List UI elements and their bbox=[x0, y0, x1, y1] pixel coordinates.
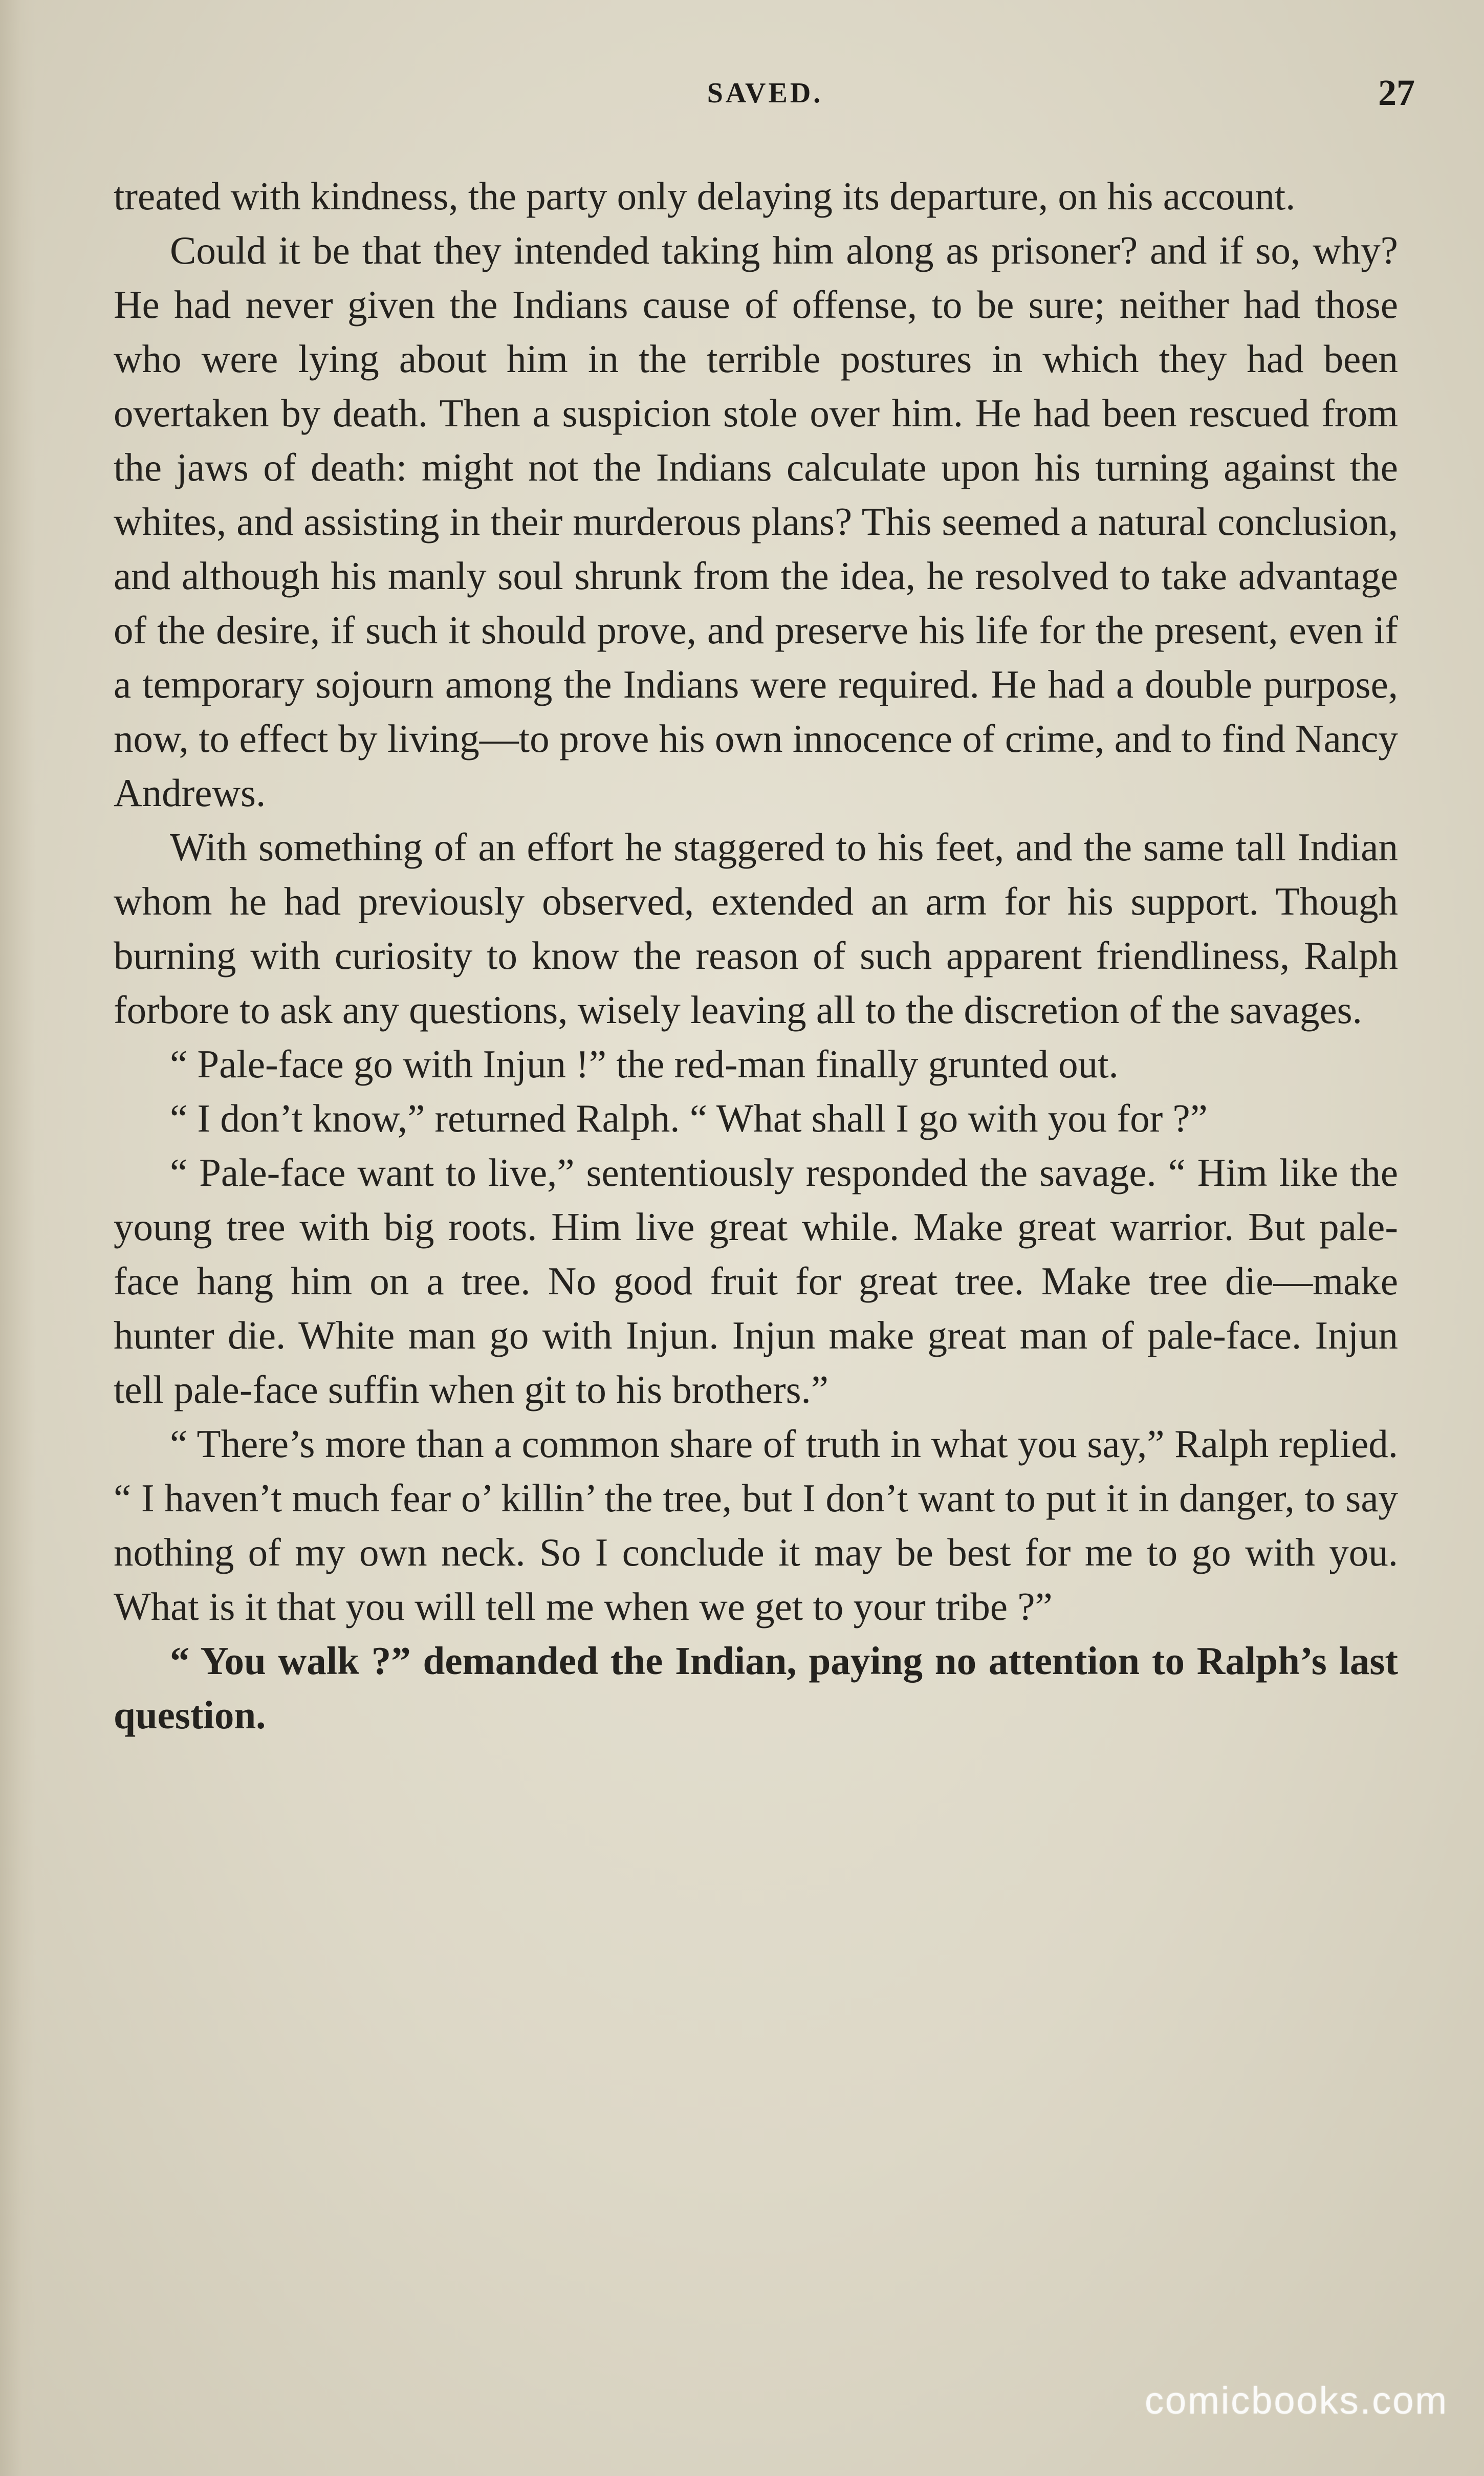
paragraph-7: “ There’s more than a common share of truth in what you say,” Ralph replied. “ I haven’t much fear o’ killin’ the tree, but I don’t want to put it in danger, to say nothing of my own neck. So I conclude it may be best for me to go with you. What is it that you will tell me when we get to your tribe ?” bbox=[114, 1422, 1398, 1628]
paragraph-6: “ Pale-face want to live,” sententiously responded the savage. “ Him like the young tree with big roots. Him live great while. Make great warrior. But pale-face hang him on a tree. No good fruit for great tree. Make tree die—make hunter die. White man go with Injun. Injun make great man of pale-face. Injun tell pale-face suffin when git to his brothers.” bbox=[114, 1150, 1398, 1411]
paragraph-8: “ You walk ?” demanded the Indian, paying no attention to Ralph’s last question. bbox=[114, 1639, 1398, 1737]
paragraph-1: treated with kindness, the party only delaying its departure, on his account. bbox=[114, 174, 1296, 218]
page-body bbox=[114, 169, 1398, 1742]
paragraph-4: “ Pale-face go with Injun !” the red-man finally grunted out. bbox=[170, 1042, 1119, 1086]
paragraph-3: With something of an effort he staggered to his feet, and the same tall Indian whom he had previously observed, extended an arm for his support. Though burning with curiosity to know the reason of such apparent friendliness, Ralph forbore to ask any questions, wisely leaving all to the discretion of the savages. bbox=[114, 825, 1398, 1032]
page-edge-shadow bbox=[0, 0, 36, 2476]
paragraph-5: “ I don’t know,” returned Ralph. “ What shall I go with you for ?” bbox=[170, 1096, 1208, 1140]
watermark: comicbooks.com bbox=[1144, 2379, 1448, 2422]
running-head: SAVED. bbox=[707, 77, 823, 109]
paragraph-2: Could it be that they intended taking him along as prisoner? and if so, why? He had never given the Indians cause of offense, to be sure; neither had those who were lying about him in the terrible postures in which they had been overtaken by death. Then a suspicion stole over him. He had been rescued from the jaws of death: might not the Indians calculate upon his turning against the whites, and assisting in their murderous plans? This seemed a natural conclusion, and although his manly soul shrunk from the idea, he resolved to take advantage of the desire, if such it should prove, and preserve his life for the present, even if a temporary sojourn among the Indians were required. He had a double purpose, now, to effect by living—to prove his own innocence of crime, and to find Nancy Andrews. bbox=[114, 228, 1398, 815]
page-number: 27 bbox=[1378, 72, 1415, 113]
page-header bbox=[115, 72, 1415, 123]
